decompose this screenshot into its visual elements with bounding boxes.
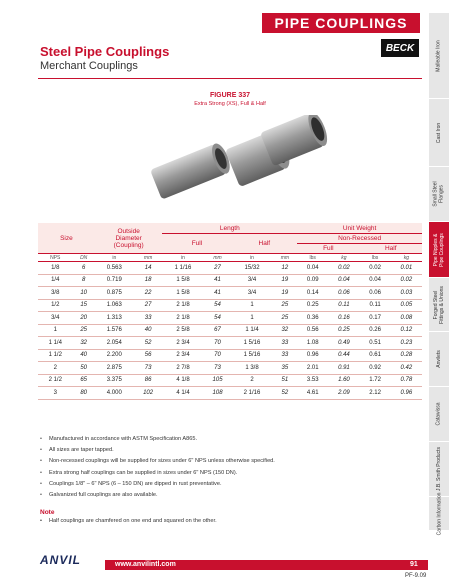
table-cell: 67 <box>204 324 232 337</box>
table-cell: 4.61 <box>297 387 328 400</box>
table-cell: 0.26 <box>360 324 391 337</box>
header-weight-half: Half <box>360 244 422 254</box>
table-cell: 0.875 <box>95 287 134 300</box>
table-cell: 1 <box>231 299 272 312</box>
bullet-item: • Couplings 1/8" – 6" NPS (6 – 150 DN) are dipped in rust preventative. <box>40 481 420 487</box>
table-cell: 2 3/4 <box>162 337 203 350</box>
table-cell: 2.12 <box>360 387 391 400</box>
table-cell: 2 7/8 <box>162 362 203 375</box>
bullet-item: • Galvanized full couplings are also available. <box>40 492 420 498</box>
table-cell: 1 <box>231 312 272 325</box>
table-cell: 0.25 <box>328 324 359 337</box>
table-cell: 1/2 <box>38 299 73 312</box>
bullet-item: • Manufactured in accordance with ASTM Specification A865. <box>40 436 420 442</box>
unit-header: lbs <box>360 254 391 262</box>
table-cell: 105 <box>204 374 232 387</box>
table-cell: 1 <box>38 324 73 337</box>
table-cell: 0.04 <box>360 274 391 287</box>
table-cell: 3.375 <box>95 374 134 387</box>
table-row <box>38 312 422 325</box>
table-cell: 0.11 <box>328 299 359 312</box>
table-cell: 2 1/8 <box>162 299 203 312</box>
table-cell: 1/8 <box>38 262 73 275</box>
table-cell: 1.72 <box>360 374 391 387</box>
table-cell: 1 1/4 <box>38 337 73 350</box>
table-cell: 0.23 <box>391 337 422 350</box>
header-length: Length <box>162 223 297 234</box>
table-cell: 0.06 <box>328 287 359 300</box>
coupling-spec-table <box>38 223 422 400</box>
table-cell: 2 3/4 <box>162 349 203 362</box>
table-cell: 3/8 <box>38 287 73 300</box>
table-cell: 0.51 <box>360 337 391 350</box>
table-row <box>38 262 422 275</box>
table-cell: 0.78 <box>391 374 422 387</box>
couplings-photo <box>140 115 330 215</box>
header-unit-weight: Unit Weight <box>297 223 422 234</box>
table-cell: 0.96 <box>391 387 422 400</box>
page-title: Steel Pipe Couplings <box>40 44 170 59</box>
table-cell: 0.02 <box>360 262 391 275</box>
table-cell: 35 <box>273 362 298 375</box>
table-cell: 15/32 <box>231 262 272 275</box>
table-cell: 32 <box>273 324 298 337</box>
table-cell: 2 1/16 <box>231 387 272 400</box>
anvil-logo: ANVIL <box>40 553 81 567</box>
note-text: • Half couplings are chamfered on one end and squared on the other. <box>40 518 217 524</box>
table-cell: 2 1/8 <box>162 312 203 325</box>
table-cell: 27 <box>204 262 232 275</box>
table-cell: 1.313 <box>95 312 134 325</box>
table-cell: 86 <box>134 374 163 387</box>
table-cell: 15 <box>73 299 95 312</box>
table-cell: 52 <box>134 337 163 350</box>
table-cell: 27 <box>134 299 163 312</box>
table-cell: 0.719 <box>95 274 134 287</box>
table-cell: 0.25 <box>297 299 328 312</box>
bullet-item: • All sizes are taper tapped. <box>40 447 420 453</box>
bullet-item: • Extra strong half couplings can be supplied in sizes under 6" NPS (150 DN). <box>40 470 420 476</box>
table-row <box>38 299 422 312</box>
unit-header: lbs <box>297 254 328 262</box>
unit-header: NPS <box>38 254 73 262</box>
table-cell: 14 <box>134 262 163 275</box>
table-cell: 0.14 <box>297 287 328 300</box>
tab-jb-smith[interactable]: J.B. Smith Products <box>429 442 449 497</box>
header-length-full: Full <box>162 234 231 254</box>
header-outside-diameter: Outside Diameter (Coupling) <box>95 223 163 254</box>
footer-url[interactable]: www.anvilintl.com <box>115 561 176 568</box>
table-cell: 25 <box>273 312 298 325</box>
bullet-item: • Non-recessed couplings will be supplied for sizes under 6" NPS unless otherwise specified. <box>40 458 420 464</box>
table-cell: 1 1/16 <box>162 262 203 275</box>
unit-header: mm <box>273 254 298 262</box>
table-cell: 2.054 <box>95 337 134 350</box>
table-cell: 0.16 <box>328 312 359 325</box>
header-rule <box>38 78 422 79</box>
table-cell: 0.44 <box>328 349 359 362</box>
table-cell: 8 <box>73 274 95 287</box>
unit-header: in <box>95 254 134 262</box>
section-banner: PIPE COUPLINGS <box>262 13 420 33</box>
figure-title: FIGURE 337 <box>209 92 251 99</box>
tab-pipe-nipples-couplings[interactable]: Pipe Nipples & Pipe Couplings <box>429 222 449 278</box>
tab-catawissa[interactable]: Catawissa <box>429 387 449 442</box>
table-cell: 54 <box>204 299 232 312</box>
table-cell: 0.61 <box>360 349 391 362</box>
table-cell: 51 <box>273 374 298 387</box>
table-cell: 3/4 <box>38 312 73 325</box>
table-cell: 73 <box>134 362 163 375</box>
table-cell: 0.42 <box>391 362 422 375</box>
table-cell: 3.53 <box>297 374 328 387</box>
table-cell: 0.02 <box>391 274 422 287</box>
table-cell: 0.02 <box>328 262 359 275</box>
table-cell: 0.09 <box>297 274 328 287</box>
table-row <box>38 287 422 300</box>
table-cell: 25 <box>73 324 95 337</box>
tab-forged-steel-fittings[interactable]: Forged Steel Fittings & Unions <box>429 278 449 332</box>
header-size: Size <box>38 223 95 254</box>
table-cell: 1 5/8 <box>162 274 203 287</box>
table-cell: 0.92 <box>360 362 391 375</box>
table-cell: 0.28 <box>391 349 422 362</box>
table-cell: 20 <box>73 312 95 325</box>
table-cell: 54 <box>204 312 232 325</box>
tab-malleable-iron[interactable]: Malleable Iron <box>429 13 449 99</box>
table-cell: 4 1/4 <box>162 387 203 400</box>
table-cell: 70 <box>204 349 232 362</box>
table-cell: 19 <box>273 274 298 287</box>
table-cell: 0.36 <box>297 312 328 325</box>
table-cell: 2 <box>231 374 272 387</box>
table-cell: 52 <box>273 387 298 400</box>
table-cell: 2.09 <box>328 387 359 400</box>
table-cell: 102 <box>134 387 163 400</box>
tab-small-steel-flanges[interactable]: Small Steel Flanges <box>429 167 449 222</box>
table-row <box>38 387 422 400</box>
table-cell: 4 1/8 <box>162 374 203 387</box>
table-cell: 2.875 <box>95 362 134 375</box>
table-cell: 40 <box>73 349 95 362</box>
footer-bar <box>0 560 455 570</box>
table-cell: 4.000 <box>95 387 134 400</box>
table-cell: 1 5/8 <box>162 287 203 300</box>
table-cell: 2.200 <box>95 349 134 362</box>
units-row <box>38 254 422 262</box>
table-cell: 80 <box>73 387 95 400</box>
table-cell: 0.11 <box>360 299 391 312</box>
header-length-half: Half <box>231 234 297 254</box>
table-cell: 0.91 <box>328 362 359 375</box>
page-subtitle: Merchant Couplings <box>40 60 138 72</box>
unit-header: in <box>231 254 272 262</box>
tab-cast-iron[interactable]: Cast Iron <box>429 99 449 167</box>
table-cell: 0.01 <box>391 262 422 275</box>
spec-bullets <box>40 436 420 503</box>
table-cell: 108 <box>204 387 232 400</box>
unit-header: DN <box>73 254 95 262</box>
table-cell: 1/4 <box>38 274 73 287</box>
table-row <box>38 324 422 337</box>
table-cell: 41 <box>204 287 232 300</box>
table-cell: 0.04 <box>328 274 359 287</box>
tab-carbon-information[interactable]: Carbon Information <box>429 497 449 531</box>
table-cell: 3 <box>38 387 73 400</box>
table-cell: 2 1/2 <box>38 374 73 387</box>
figure-subtitle: Extra Strong (XS), Full & Half <box>194 101 266 107</box>
table-cell: 65 <box>73 374 95 387</box>
note-heading: Note <box>40 509 55 516</box>
header-weight-full: Full <box>297 244 359 254</box>
table-cell: 3/4 <box>231 274 272 287</box>
table-cell: 33 <box>134 312 163 325</box>
table-cell: 1 5/16 <box>231 337 272 350</box>
table-cell: 41 <box>204 274 232 287</box>
table-cell: 0.04 <box>297 262 328 275</box>
table-cell: 0.12 <box>391 324 422 337</box>
table-cell: 3/4 <box>231 287 272 300</box>
table-cell: 0.03 <box>391 287 422 300</box>
table-cell: 33 <box>273 337 298 350</box>
beck-logo: BECK <box>381 39 419 57</box>
table-cell: 0.05 <box>391 299 422 312</box>
table-row <box>38 349 422 362</box>
unit-header: kg <box>328 254 359 262</box>
table-cell: 73 <box>204 362 232 375</box>
table-cell: 56 <box>134 349 163 362</box>
unit-header: in <box>162 254 203 262</box>
table-cell: 70 <box>204 337 232 350</box>
table-cell: 1 5/16 <box>231 349 272 362</box>
table-cell: 1 1/4 <box>231 324 272 337</box>
unit-header: mm <box>134 254 163 262</box>
table-cell: 33 <box>273 349 298 362</box>
table-body <box>38 262 422 400</box>
table-cell: 1.08 <box>297 337 328 350</box>
table-cell: 1 1/2 <box>38 349 73 362</box>
table-cell: 0.06 <box>360 287 391 300</box>
table-cell: 22 <box>134 287 163 300</box>
table-cell: 19 <box>273 287 298 300</box>
catalog-code: PF-9.09 <box>405 573 427 579</box>
table-cell: 50 <box>73 362 95 375</box>
table-row <box>38 337 422 350</box>
table-cell: 0.56 <box>297 324 328 337</box>
table-cell: 32 <box>73 337 95 350</box>
table-cell: 10 <box>73 287 95 300</box>
table-cell: 1 3/8 <box>231 362 272 375</box>
table-cell: 1.063 <box>95 299 134 312</box>
table-cell: 1.576 <box>95 324 134 337</box>
table-cell: 6 <box>73 262 95 275</box>
unit-header: mm <box>204 254 232 262</box>
table-row <box>38 274 422 287</box>
table-cell: 0.08 <box>391 312 422 325</box>
table-cell: 0.563 <box>95 262 134 275</box>
tab-anvilets[interactable]: Anvilets <box>429 332 449 387</box>
table-cell: 2 <box>38 362 73 375</box>
header-non-recessed: Non-Recessed <box>297 234 422 244</box>
table-cell: 40 <box>134 324 163 337</box>
table-cell: 18 <box>134 274 163 287</box>
page-number: 91 <box>410 561 418 568</box>
section-tabs <box>429 13 449 535</box>
table-cell: 1.60 <box>328 374 359 387</box>
table-row <box>38 362 422 375</box>
table-cell: 0.49 <box>328 337 359 350</box>
table-cell: 0.96 <box>297 349 328 362</box>
table-cell: 2 5/8 <box>162 324 203 337</box>
table-row <box>38 374 422 387</box>
table-cell: 0.17 <box>360 312 391 325</box>
table-cell: 2.01 <box>297 362 328 375</box>
table-cell: 25 <box>273 299 298 312</box>
unit-header: kg <box>391 254 422 262</box>
table-cell: 12 <box>273 262 298 275</box>
